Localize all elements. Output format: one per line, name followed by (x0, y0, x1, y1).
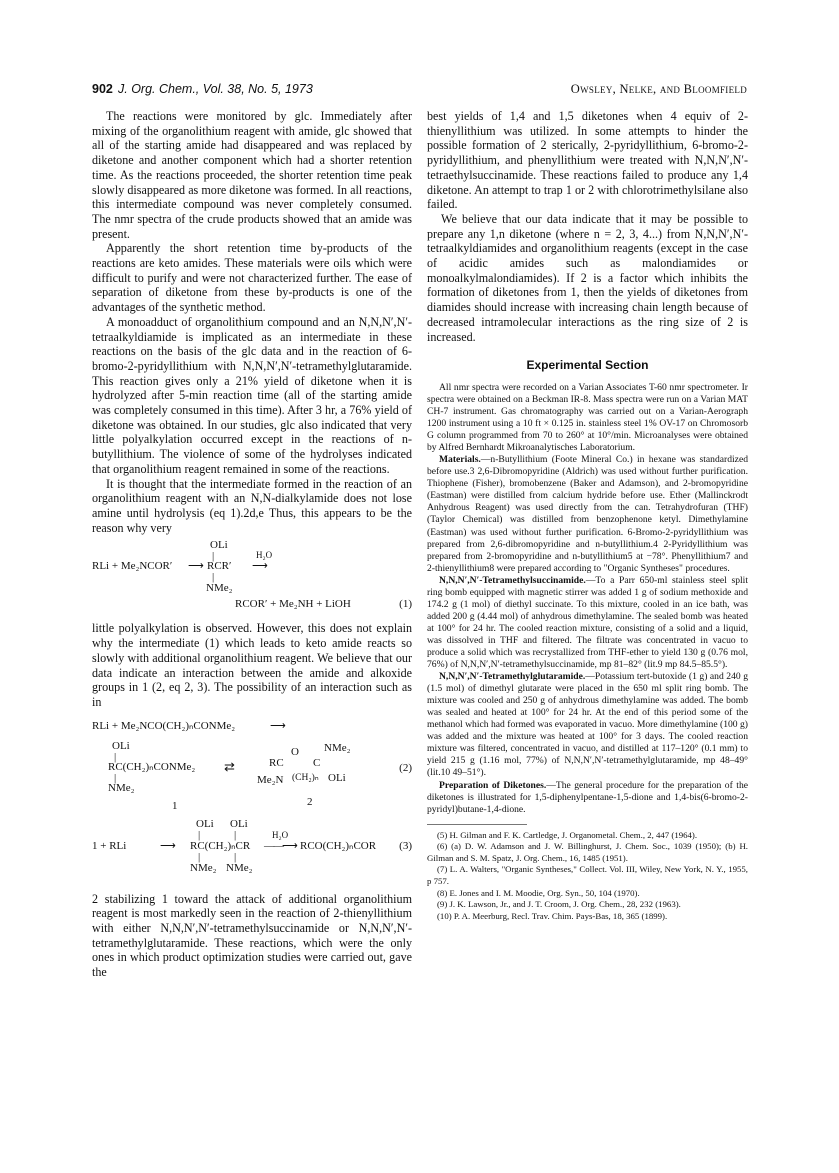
paragraph-body: —To a Parr 650-ml stainless steel split ring bomb equipped with magnetic stirrer was added 1 g of sodium methoxide and 174.2 g (1 mol) of diethyl succinate. To this mixture, cooled in an ice bath, was added 200 g (4.44 mol) of anhydrous dimethylamine. The sealed bomb was heated at 100° for 24 hr. The cooled reaction mixture, consisting of a solid and a liquid, was dissolved in THF and filtered. The filtrate was concentrated in vacuo to produce a solid which was recrystallized from THF-ether to yield 130 g (0.76 mol, 76%) of N,N,N′,N′-tetramethylsuccinamide, mp 81–82° (lit.9 mp 84.5–85.5°). (427, 574, 748, 671)
eq3-reactants: 1 + RLi (92, 839, 127, 852)
paragraph (427, 575, 748, 671)
ring-me2n: Me₂N (257, 773, 284, 786)
experimental-text (427, 382, 748, 816)
ring-oli: OLi (328, 771, 346, 784)
ring-rc: RC (269, 756, 284, 769)
eq3-bond-c: | (198, 850, 201, 863)
footnote: (7) L. A. Walters, "Organic Syntheses," Collect. Vol. III, Wiley, New York, N. Y., 1955, p 757. (427, 864, 748, 887)
paragraph-body: —n-Butyllithium (Foote Mineral Co.) in hexane was standardized before use.3 2,6-Dibromopyridine (Aldrich) was used without further purification. Thiophene (Fisher), bromobenzene (Baker and Adamson), and 2-bromopyridine (Eastman) were distilled from calcium hydride before use. Ether (Mallinckrodt Anhydrous Reagent) was used directly from the can. Tetrahydrofuran (THF) (Taylor Chemical) was distilled from benzophenone ketyl. Dimethylamine (Eastman) was used without further purification. 6-Bromo-2-pyridyllithium was prepared from 2,6-dibromopyridine and n-butyllithium.4 2-Pyridyllithium was prepared from 2-bromopyridine and n-butyllithium5 at −78°. Phenyllithium7 and 2-thienyllithium8 were prepared according to "Organic Syntheses" procedures. (427, 454, 748, 574)
eq2-reactants: RLi + Me₂NCO(CH₂)ₙCONMe₂ (92, 719, 236, 732)
paragraph (427, 454, 748, 574)
paragraph: The reactions were monitored by glc. Immediately after mixing of the organolithium reagent with amide, glc showed that all of the starting amide had disappeared and was replaced by diketone and another component which had a shorter retention time. As the reactions proceeded, the shorter retention time peak slowly disappeared as more diketone was formed. In all reactions, this intermediate compound was never completely consumed. The nmr spectra of the crude products showed that an amide was present. (92, 109, 412, 241)
eq3-intermediate: RC(CH₂)ₙCR (190, 839, 251, 852)
ring-ch2: (CH₂)ₙ (292, 772, 319, 783)
eq2-arrow: ⟶ (270, 719, 286, 732)
eq1-bond-2: | (212, 571, 215, 584)
equation-1 (92, 535, 412, 621)
footnote: (6) (a) D. W. Adamson and J. W. Billinghurst, J. Chem. Soc., 1039 (1950); (b) H. Gilman and S. M. Spatz, J. Org. Chem., 16, 1485 (1951). (427, 841, 748, 863)
eq3-product: RCO(CH₂)ₙCOR (300, 839, 377, 852)
eq3-arrow-2: ——⟶ (264, 839, 296, 852)
eq2-number: (2) (399, 761, 412, 774)
paragraph: A monoadduct of organolithium compound and an N,N,N′,N′-tetraalkyldiamide is implicated as an intermediate in these reactions on the basis of the glc data and in the reaction of 6-bromo-2-pyridyllithium with N,N,N′,N′-tetramethylglutaramide. This reaction gives only a 21% yield of diketone when it is hydrolyzed after 5-min reaction time (all of the starting amide was completely consumed in this time). After 3 hr, a 76% yield of diketone was obtained. In our studies, glc also indicated that very little polyalkylation occurred except in the reactions of n-butyllithium. The violence of some of the hydrolyses indicated that organolithium reagent remained in some of the reactions. (92, 314, 412, 476)
eq1-intermediate: RCR′ (207, 560, 232, 573)
right-column (427, 109, 748, 922)
paragraph-body: —Potassium tert-butoxide (1 g) and 240 g (1.5 mol) of dimethyl glutarate were placed in the 650 ml split ring bomb. The mixture was cooled and 250 g of anhydrous dimethylamine was added. The bomb was sealed and heated at 100° for 24 hr. At the end of this period some of the methanol which had formed was evaporated in vacuo. More dimethylamine (100 g) was added and the mixture was heated at 100° for 3 days. The cooled reaction mixture was filtered, concentrated in vacuo, and distilled at 117–120° (0.1 mm) to yield 215 g (1.16 mol, 77%) of N,N,N′,N′-tetramethylglutaramide, mp 48–49° (lit.10 49–51°). (427, 671, 748, 779)
eq3-oli-b: OLi (230, 817, 248, 830)
equation-3 (92, 818, 412, 882)
footnote: (10) P. A. Meerburg, Recl. Trav. Chim. Pays-Bas, 18, 365 (1899). (437, 910, 668, 921)
paragraph: Apparently the short retention time by-products of the reactions are keto amides. These materials were oils which were difficult to purify and were not characterized further. The ease of separation of diketone from these by-products is one of the advantages of the synthetic method. (92, 241, 412, 315)
eq1-oli: OLi (210, 539, 228, 552)
footnote: (9) J. K. Lawson, Jr., and J. T. Croom, J. Org. Chem., 28, 232 (1963). (437, 899, 681, 910)
footnotes (427, 830, 748, 923)
eq3-number: (3) (399, 839, 412, 852)
run-in-heading: N,N,N′,N′-Tetramethylglutaramide. (439, 671, 586, 683)
eq1-arrow-2: ⟶ (252, 560, 268, 573)
paragraph: best yields of 1,4 and 1,5 diketones when 4 equiv of 2-thienyllithium was utilized. In some attempts to hinder the possible formation of 2 sterically, 2-pyridyllithium, 6-bromo-2-pyridyllithium, and phenyllithium were treated with N,N,N′,N′-tetraethylsuccinamide. These reactions failed to produce any 1,4 diketone. An attempt to trap 1 or 2 with chlorotrimethylsilane also failed. (427, 109, 748, 212)
paragraph-body: —The general procedure for the preparation of the diketones is illustrated for 1,5-diphenylpentane-1,5-dione and 1,4-bis(6-bromo-2-pyridyl)butane-1,4-dione. (427, 779, 749, 815)
eq3-nme2-b: NMe₂ (226, 861, 253, 874)
running-header (92, 82, 747, 100)
compound-label-1: 1 (172, 799, 178, 812)
run-in-heading: N,N,N′,N′-Tetramethylsuccinamide. (439, 574, 586, 586)
eq3-bond-b: | (234, 828, 237, 841)
eq3-bond-a: | (198, 828, 201, 841)
eq1-bond: | (212, 550, 215, 563)
eq1-products: RCOR′ + Me₂NH + LiOH (235, 598, 351, 611)
eq2-bond: | (114, 750, 117, 763)
ring-nme2: NMe₂ (324, 741, 351, 754)
eq1-arrow: ⟶ (188, 560, 204, 573)
paragraph: We believe that our data indicate that it may be possible to prepare any 1,n diketone (where n = 2, 3, 4...) from N,N,N′,N′-tetraalkyldiamides and organolithium reagents (except in the case of acidic amides such as malondiamides or monoalkylmalondiamides). If 2 is a factor which inhibits the formation of diketones from 1, then the yields of diketones from diamides should increase with increasing chain length because of decreased intramolecular interactions as the ring size of 2 is increased. (427, 211, 748, 344)
paragraph: It is thought that the intermediate formed in the reaction of an organolithium reagent with an N,N-dialkylamide does not lose amine until hydrolysis (eq 1).2d,e Thus, this appears to be the reason why very (92, 476, 412, 535)
eq1-number: (1) (399, 598, 412, 611)
section-heading: Experimental Section (526, 358, 649, 373)
equation-2 (92, 720, 412, 816)
eq1-reagent: H₂O (256, 550, 273, 561)
eq2-nme2: NMe₂ (108, 781, 135, 794)
eq1-nme2: NMe₂ (206, 582, 233, 595)
paragraph (427, 780, 748, 816)
ring-c: C (313, 756, 321, 769)
eq3-nme2-a: NMe₂ (190, 861, 217, 874)
run-in-heading: Materials. (439, 454, 481, 466)
eq1-reactants: RLi + Me₂NCOR′ (92, 560, 173, 573)
page-number: 902 (92, 82, 113, 96)
paragraph (427, 671, 748, 779)
footnote: (8) E. Jones and I. M. Moodie, Org. Syn., 50, 104 (1970). (437, 887, 640, 898)
running-authors: Owsley, Nelke, and Bloomfield (570, 82, 747, 96)
footnote-rule (427, 824, 527, 825)
eq3-bond-d: | (234, 850, 237, 863)
eq3-oli-a: OLi (196, 817, 214, 830)
equilibrium-arrow: ⇄ (224, 758, 235, 774)
run-in-heading: Preparation of Diketones. (439, 779, 547, 791)
ring-o: O (291, 745, 299, 758)
footnote: (5) H. Gilman and F. K. Cartledge, J. Organometal. Chem., 2, 447 (1964). (437, 829, 698, 840)
compound-label-2: 2 (307, 795, 313, 808)
paragraph: All nmr spectra were recorded on a Varian Associates T-60 nmr spectrometer. Ir spectra were obtained on a Beckman IR-8. Mass spectra were run on a Varian MAT CH-7 instrument. Gas chromatography was carried out on a Varian-Aerograph 1200 instrument using a 10 ft × 0.125 in. stainless steel 1% OV-17 on Chromosorb G column programmed from 70 to 260° at 10°/min. Microanalyses were obtained by Alfred Bernhardt Mikroanalytisches Laboratorium. (427, 381, 748, 454)
eq3-reagent: H₂O (272, 829, 289, 840)
paragraph: 2 stabilizing 1 toward the attack of additional organolithium reagent is most markedly seen in the reaction of 2-thienyllithium with either N,N,N′,N′-tetramethylsuccinamide or N,N,N′,N′-tetramethylglutaramide. These reactions, which were the only ones in which product optimization studies were carried out, gave the (92, 891, 412, 980)
paragraph: little polyalkylation is observed. However, this does not explain why the intermediate (1) which leads to keto amide reacts so slowly with additional organolithium reagent. We believe that our data indicate an interaction between the amide and alkoxide groups in 1 (2, eq 2, 3). The possibility of an interaction such as in (92, 621, 412, 709)
eq3-arrow: ⟶ (160, 839, 176, 852)
eq2-bond-2: | (114, 771, 117, 784)
left-column (92, 109, 412, 980)
eq2-oli: OLi (112, 739, 130, 752)
journal-citation: J. Org. Chem., Vol. 38, No. 5, 1973 (118, 82, 313, 96)
eq2-adduct: RC(CH₂)ₙCONMe₂ (108, 760, 196, 773)
